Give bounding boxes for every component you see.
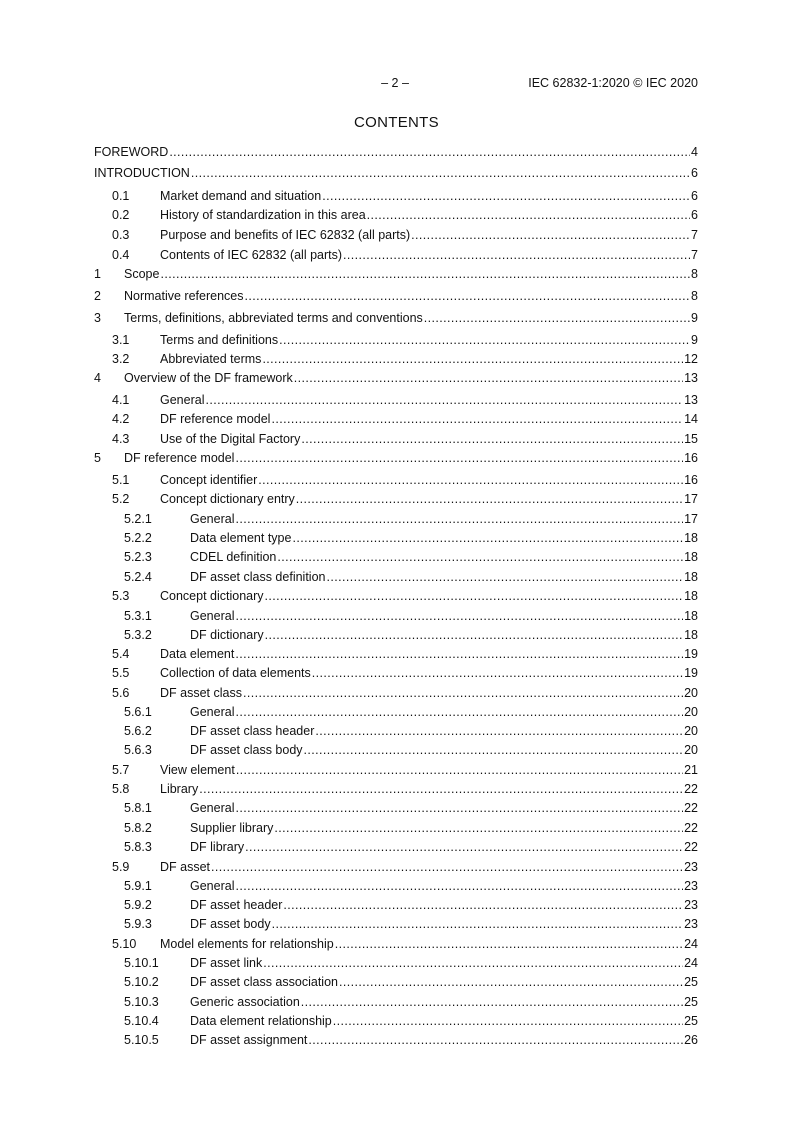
toc-leader-dots bbox=[274, 819, 683, 837]
toc-leader-dots bbox=[245, 838, 683, 856]
toc-entry-number: 5.10.5 bbox=[124, 1033, 159, 1047]
toc-entry-page: 18 bbox=[684, 550, 698, 564]
toc-entry-page: 6 bbox=[691, 189, 698, 203]
toc-entry-title: Market demand and situation bbox=[160, 189, 322, 203]
toc-entry[interactable] bbox=[94, 548, 698, 566]
toc-entry-page: 23 bbox=[684, 879, 698, 893]
toc-entry-page: 9 bbox=[691, 333, 698, 347]
page-number: – 2 – bbox=[381, 76, 409, 90]
page-title: CONTENTS bbox=[354, 114, 439, 131]
toc-entry[interactable] bbox=[94, 993, 698, 1011]
toc-entry-number: 5.5 bbox=[112, 666, 130, 680]
toc-entry-page: 22 bbox=[684, 821, 698, 835]
toc-entry-page: 18 bbox=[684, 609, 698, 623]
toc-entry-title: General bbox=[190, 801, 235, 815]
toc-entry-number: 5.9.1 bbox=[124, 879, 152, 893]
toc-entry-number: 5.2.4 bbox=[124, 570, 152, 584]
toc-entry-page: 14 bbox=[684, 412, 698, 426]
toc-entry[interactable] bbox=[94, 896, 698, 914]
toc-entry-number: 5.9.2 bbox=[124, 898, 152, 912]
toc-entry-title: Purpose and benefits of IEC 62832 (all parts) bbox=[160, 228, 411, 242]
toc-entry-title: DF asset class header bbox=[190, 724, 315, 738]
toc-entry-number: 4.3 bbox=[112, 432, 130, 446]
toc-entry-number: 5.10.1 bbox=[124, 956, 159, 970]
toc-entry-page: 16 bbox=[684, 473, 698, 487]
toc-entry-title: General bbox=[190, 512, 235, 526]
toc-entry-title: DF library bbox=[190, 840, 245, 854]
toc-leader-dots bbox=[343, 246, 690, 264]
toc-leader-dots bbox=[335, 935, 683, 953]
toc-entry-page: 15 bbox=[684, 432, 698, 446]
toc-entry-number: 5.6 bbox=[112, 686, 130, 700]
toc-entry[interactable] bbox=[94, 838, 698, 856]
toc-leader-dots bbox=[312, 664, 683, 682]
toc-entry-title: Contents of IEC 62832 (all parts) bbox=[160, 248, 343, 262]
toc-entry-title: Concept identifier bbox=[160, 473, 258, 487]
toc-entry-title: Data element bbox=[160, 647, 235, 661]
toc-entry-number: 4.1 bbox=[112, 393, 130, 407]
toc-entry-page: 13 bbox=[684, 371, 698, 385]
toc-entry[interactable] bbox=[94, 430, 698, 448]
toc-entry[interactable] bbox=[94, 1012, 698, 1030]
toc-leader-dots bbox=[304, 741, 684, 759]
toc-entry[interactable] bbox=[94, 587, 698, 605]
toc-entry[interactable] bbox=[94, 954, 698, 972]
toc-leader-dots bbox=[326, 568, 683, 586]
toc-entry[interactable] bbox=[94, 568, 698, 586]
toc-entry[interactable] bbox=[94, 187, 698, 205]
toc-entry-page: 19 bbox=[684, 647, 698, 661]
toc-entry[interactable] bbox=[94, 858, 698, 876]
toc-entry-title: Generic association bbox=[190, 995, 300, 1009]
toc-entry[interactable] bbox=[94, 780, 698, 798]
toc-entry-number: 5.2.2 bbox=[124, 531, 152, 545]
toc-entry[interactable] bbox=[94, 309, 698, 327]
toc-entry[interactable] bbox=[94, 626, 698, 644]
toc-entry-page: 25 bbox=[684, 1014, 698, 1028]
toc-entry[interactable] bbox=[94, 206, 698, 224]
toc-entry-title: DF asset link bbox=[190, 956, 263, 970]
toc-entry-number: 5.8 bbox=[112, 782, 130, 796]
toc-entry-page: 13 bbox=[684, 393, 698, 407]
toc-entry[interactable] bbox=[94, 877, 698, 895]
toc-entry-title: History of standardization in this area bbox=[160, 208, 366, 222]
toc-entry-number: 5 bbox=[94, 451, 101, 465]
toc-entry-title: General bbox=[190, 609, 235, 623]
toc-entry[interactable] bbox=[94, 350, 698, 368]
toc-entry[interactable] bbox=[94, 645, 698, 663]
toc-entry-title: Collection of data elements bbox=[160, 666, 311, 680]
toc-entry-page: 25 bbox=[684, 995, 698, 1009]
toc-leader-dots bbox=[308, 1031, 683, 1049]
toc-entry-page: 22 bbox=[684, 801, 698, 815]
toc-entry-page: 20 bbox=[684, 724, 698, 738]
toc-leader-dots bbox=[262, 350, 683, 368]
toc-entry-page: 23 bbox=[684, 917, 698, 931]
toc-leader-dots bbox=[235, 510, 683, 528]
toc-entry-title: DF reference model bbox=[160, 412, 271, 426]
toc-entry-title: Use of the Digital Factory bbox=[160, 432, 301, 446]
toc-entry-title: View element bbox=[160, 763, 235, 777]
toc-entry-title: FOREWORD bbox=[94, 145, 169, 159]
toc-entry-number: 5.2.1 bbox=[124, 512, 152, 526]
toc-leader-dots bbox=[258, 471, 683, 489]
toc-leader-dots bbox=[235, 799, 683, 817]
toc-entry-title: General bbox=[160, 393, 205, 407]
toc-leader-dots bbox=[424, 309, 690, 327]
toc-leader-dots bbox=[301, 993, 683, 1011]
toc-entry-number: 5.7 bbox=[112, 763, 130, 777]
toc-leader-dots bbox=[333, 1012, 683, 1030]
toc-entry-title: DF asset body bbox=[190, 917, 271, 931]
toc-leader-dots bbox=[205, 391, 683, 409]
toc-leader-dots bbox=[279, 331, 690, 349]
toc-leader-dots bbox=[235, 449, 683, 467]
toc-entry-title: Data element type bbox=[190, 531, 292, 545]
toc-entry-title: Scope bbox=[124, 267, 160, 281]
toc-entry-title: DF asset class bbox=[160, 686, 242, 700]
toc-leader-dots bbox=[277, 548, 683, 566]
toc-entry[interactable] bbox=[94, 510, 698, 528]
toc-entry[interactable] bbox=[94, 391, 698, 409]
toc-entry-title: DF reference model bbox=[124, 451, 235, 465]
toc-entry[interactable] bbox=[94, 684, 698, 702]
toc-entry[interactable] bbox=[94, 226, 698, 244]
toc-entry-number: 5.1 bbox=[112, 473, 130, 487]
toc-entry-number: 5.3.1 bbox=[124, 609, 152, 623]
toc-entry[interactable] bbox=[94, 490, 698, 508]
toc-entry-page: 21 bbox=[684, 763, 698, 777]
toc-entry[interactable] bbox=[94, 973, 698, 991]
toc-entry-number: 0.1 bbox=[112, 189, 130, 203]
toc-entry-page: 4 bbox=[691, 145, 698, 159]
toc-entry[interactable] bbox=[94, 664, 698, 682]
toc-entry-number: 0.3 bbox=[112, 228, 130, 242]
toc-entry-page: 18 bbox=[684, 628, 698, 642]
toc-entry-number: 5.10.4 bbox=[124, 1014, 159, 1028]
toc-entry-title: DF asset class association bbox=[190, 975, 338, 989]
toc-entry-number: 5.10 bbox=[112, 937, 137, 951]
toc-entry-page: 7 bbox=[691, 248, 698, 262]
toc-entry-title: DF asset bbox=[160, 860, 211, 874]
toc-leader-dots bbox=[411, 226, 690, 244]
toc-entry-number: 2 bbox=[94, 289, 101, 303]
toc-entry[interactable] bbox=[94, 410, 698, 428]
toc-leader-dots bbox=[235, 877, 683, 895]
toc-entry-number: 5.8.2 bbox=[124, 821, 152, 835]
toc-leader-dots bbox=[211, 858, 683, 876]
toc-leader-dots bbox=[235, 645, 683, 663]
toc-entry-number: 5.6.1 bbox=[124, 705, 152, 719]
toc-entry-title: Terms, definitions, abbreviated terms and conventions bbox=[124, 311, 423, 325]
toc-entry-page: 22 bbox=[684, 782, 698, 796]
toc-entry-title: Supplier library bbox=[190, 821, 274, 835]
toc-leader-dots bbox=[271, 410, 683, 428]
toc-entry-title: Data element relationship bbox=[190, 1014, 332, 1028]
toc-entry-page: 6 bbox=[691, 208, 698, 222]
toc-entry-page: 12 bbox=[684, 352, 698, 366]
toc-entry-number: 5.8.3 bbox=[124, 840, 152, 854]
toc-leader-dots bbox=[322, 187, 690, 205]
toc-leader-dots bbox=[265, 626, 683, 644]
toc-entry-page: 6 bbox=[691, 166, 698, 180]
toc-entry-page: 17 bbox=[684, 492, 698, 506]
toc-entry-page: 18 bbox=[684, 531, 698, 545]
toc-entry-number: 5.3 bbox=[112, 589, 130, 603]
toc-entry-page: 20 bbox=[684, 686, 698, 700]
toc-entry-page: 19 bbox=[684, 666, 698, 680]
toc-entry-number: 0.4 bbox=[112, 248, 130, 262]
toc-entry-number: 3 bbox=[94, 311, 101, 325]
toc-entry[interactable] bbox=[94, 935, 698, 953]
toc-entry-page: 18 bbox=[684, 589, 698, 603]
toc-entry-page: 7 bbox=[691, 228, 698, 242]
toc-entry-title: Concept dictionary bbox=[160, 589, 264, 603]
toc-leader-dots bbox=[272, 915, 684, 933]
toc-entry-title: Model elements for relationship bbox=[160, 937, 334, 951]
toc-leader-dots bbox=[294, 369, 683, 387]
toc-entry-page: 26 bbox=[684, 1033, 698, 1047]
toc-entry-page: 23 bbox=[684, 860, 698, 874]
toc-leader-dots bbox=[245, 287, 691, 305]
toc-entry-number: 5.4 bbox=[112, 647, 130, 661]
toc-entry-number: 4.2 bbox=[112, 412, 130, 426]
toc-leader-dots bbox=[301, 430, 683, 448]
toc-entry[interactable] bbox=[94, 722, 698, 740]
toc-leader-dots bbox=[236, 761, 683, 779]
document-id: IEC 62832-1:2020 © IEC 2020 bbox=[528, 76, 698, 90]
toc-entry-title: DF asset header bbox=[190, 898, 283, 912]
toc-entry-number: 5.8.1 bbox=[124, 801, 152, 815]
toc-leader-dots bbox=[199, 780, 683, 798]
toc-entry[interactable] bbox=[94, 449, 698, 467]
toc-entry[interactable] bbox=[94, 331, 698, 349]
toc-entry-number: 5.10.3 bbox=[124, 995, 159, 1009]
toc-entry-title: Normative references bbox=[124, 289, 244, 303]
toc-entry-number: 5.2 bbox=[112, 492, 130, 506]
toc-entry[interactable] bbox=[94, 607, 698, 625]
toc-entry[interactable] bbox=[94, 915, 698, 933]
toc-entry-number: 5.9.3 bbox=[124, 917, 152, 931]
toc-leader-dots bbox=[235, 607, 683, 625]
toc-entry-title: Terms and definitions bbox=[160, 333, 279, 347]
toc-entry[interactable] bbox=[94, 369, 698, 387]
toc-entry-title: DF asset class body bbox=[190, 743, 303, 757]
toc-leader-dots bbox=[263, 954, 683, 972]
toc-entry-page: 24 bbox=[684, 956, 698, 970]
toc-entry-page: 24 bbox=[684, 937, 698, 951]
toc-entry[interactable] bbox=[94, 799, 698, 817]
toc-entry[interactable] bbox=[94, 703, 698, 721]
toc-entry[interactable] bbox=[94, 819, 698, 837]
toc-entry-title: Concept dictionary entry bbox=[160, 492, 295, 506]
toc-leader-dots bbox=[243, 684, 683, 702]
toc-entry-title: General bbox=[190, 879, 235, 893]
toc-entry-page: 16 bbox=[684, 451, 698, 465]
toc-leader-dots bbox=[265, 587, 684, 605]
toc-leader-dots bbox=[191, 164, 690, 182]
toc-entry[interactable] bbox=[94, 529, 698, 547]
toc-entry-page: 20 bbox=[684, 705, 698, 719]
toc-entry[interactable] bbox=[94, 287, 698, 305]
toc-entry-page: 17 bbox=[684, 512, 698, 526]
toc-entry-number: 5.6.2 bbox=[124, 724, 152, 738]
toc-entry-page: 8 bbox=[691, 267, 698, 281]
toc-entry-title: Overview of the DF framework bbox=[124, 371, 293, 385]
toc-leader-dots bbox=[235, 703, 683, 721]
toc-leader-dots bbox=[296, 490, 683, 508]
toc-entry-page: 22 bbox=[684, 840, 698, 854]
toc-entry[interactable] bbox=[94, 265, 698, 283]
toc-entry-number: 3.2 bbox=[112, 352, 130, 366]
toc-entry[interactable] bbox=[94, 1031, 698, 1049]
toc-entry-number: 5.6.3 bbox=[124, 743, 152, 757]
toc-entry-number: 5.3.2 bbox=[124, 628, 152, 642]
toc-entry-title: DF asset class definition bbox=[190, 570, 326, 584]
toc-leader-dots bbox=[160, 265, 690, 283]
toc-entry-title: CDEL definition bbox=[190, 550, 277, 564]
toc-leader-dots bbox=[283, 896, 683, 914]
toc-entry-number: 5.9 bbox=[112, 860, 130, 874]
toc-entry-number: 5.2.3 bbox=[124, 550, 152, 564]
toc-entry[interactable] bbox=[94, 741, 698, 759]
toc-leader-dots bbox=[169, 143, 690, 161]
toc-entry-title: Abbreviated terms bbox=[160, 352, 262, 366]
toc-leader-dots bbox=[367, 206, 690, 224]
toc-entry-title: Library bbox=[160, 782, 199, 796]
toc-entry-page: 23 bbox=[684, 898, 698, 912]
toc-entry-number: 1 bbox=[94, 267, 101, 281]
toc-entry-title: INTRODUCTION bbox=[94, 166, 190, 180]
toc-entry-number: 0.2 bbox=[112, 208, 130, 222]
toc-entry-number: 3.1 bbox=[112, 333, 130, 347]
toc-entry[interactable] bbox=[94, 164, 698, 182]
toc-entry-page: 18 bbox=[684, 570, 698, 584]
toc-entry-title: DF asset assignment bbox=[190, 1033, 308, 1047]
toc-leader-dots bbox=[292, 529, 683, 547]
toc-entry[interactable] bbox=[94, 471, 698, 489]
toc-entry-number: 5.10.2 bbox=[124, 975, 159, 989]
toc-entry-title: General bbox=[190, 705, 235, 719]
toc-entry-page: 9 bbox=[691, 311, 698, 325]
toc-entry[interactable] bbox=[94, 761, 698, 779]
toc-entry-number: 4 bbox=[94, 371, 101, 385]
toc-leader-dots bbox=[339, 973, 683, 991]
toc-entry[interactable] bbox=[94, 143, 698, 161]
toc-entry-page: 8 bbox=[691, 289, 698, 303]
toc-entry[interactable] bbox=[94, 246, 698, 264]
toc-leader-dots bbox=[315, 722, 683, 740]
toc-entry-title: DF dictionary bbox=[190, 628, 264, 642]
toc-entry-page: 25 bbox=[684, 975, 698, 989]
toc-entry-page: 20 bbox=[684, 743, 698, 757]
